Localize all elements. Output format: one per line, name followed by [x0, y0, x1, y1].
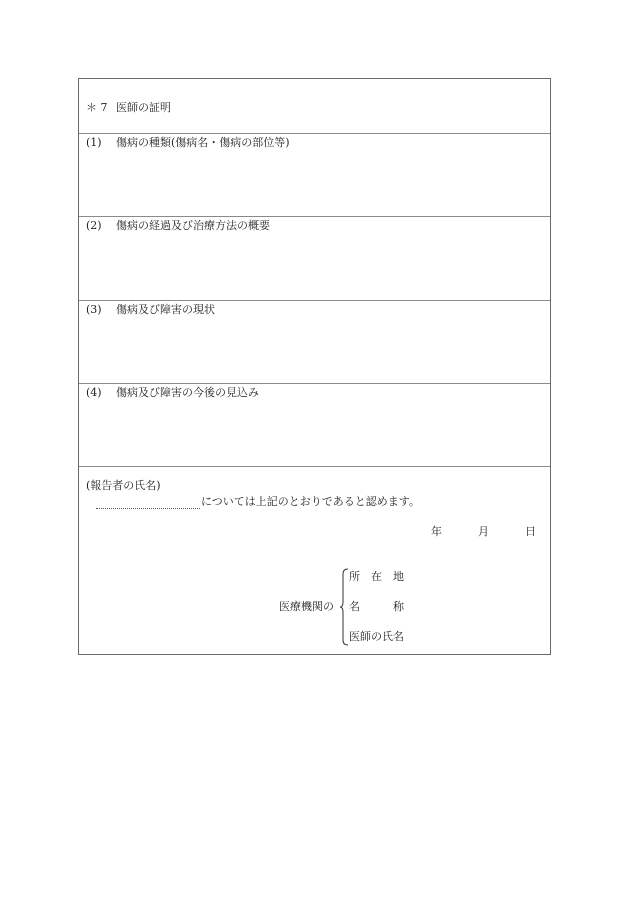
doctor-name-label: 医師の氏名	[349, 630, 404, 643]
month-label: 月	[478, 525, 489, 538]
section-injury-type[interactable]	[79, 134, 550, 217]
confirmation-text: については上記のとおりであると認めます。	[201, 495, 420, 508]
section-label	[86, 303, 215, 317]
section-current-condition[interactable]	[79, 301, 550, 384]
section-prognosis[interactable]	[79, 384, 550, 467]
reporter-name-field[interactable]	[96, 497, 200, 509]
doctor-certificate-form	[78, 78, 551, 655]
section-number: (1)	[86, 136, 102, 149]
section-title: 傷病及び障害の今後の見込み	[116, 386, 259, 399]
section-title: 傷病及び障害の現状	[116, 303, 215, 316]
reporter-name-label: (報告者の氏名)	[86, 479, 161, 492]
section-treatment-summary[interactable]	[79, 217, 550, 301]
title-label: 医師の証明	[116, 101, 171, 114]
section-label	[86, 136, 290, 150]
title-marker: ＊ 7	[86, 101, 108, 114]
year-label: 年	[431, 525, 442, 538]
institution-address-label: 所 在 地	[349, 570, 404, 583]
certification-section	[79, 467, 550, 655]
section-title: 傷病の種類(傷病名・傷病の部位等)	[116, 136, 290, 149]
section-number: (2)	[86, 219, 102, 232]
institution-address-field[interactable]	[349, 570, 404, 584]
medical-institution-label: 医療機関の	[279, 600, 334, 613]
section-label	[86, 386, 259, 400]
institution-name-label: 名 称	[349, 600, 404, 613]
doctor-name-field[interactable]	[349, 630, 404, 644]
date-line	[431, 525, 536, 539]
section-label	[86, 219, 270, 233]
form-title-row	[79, 79, 550, 134]
institution-name-field[interactable]	[349, 600, 404, 614]
day-label: 日	[525, 525, 536, 538]
section-title: 傷病の経過及び治療方法の概要	[116, 219, 270, 232]
form-title	[86, 101, 171, 115]
confirmation-line	[96, 495, 420, 509]
left-brace-icon	[339, 568, 349, 646]
section-number: (3)	[86, 303, 102, 316]
section-number: (4)	[86, 386, 102, 399]
